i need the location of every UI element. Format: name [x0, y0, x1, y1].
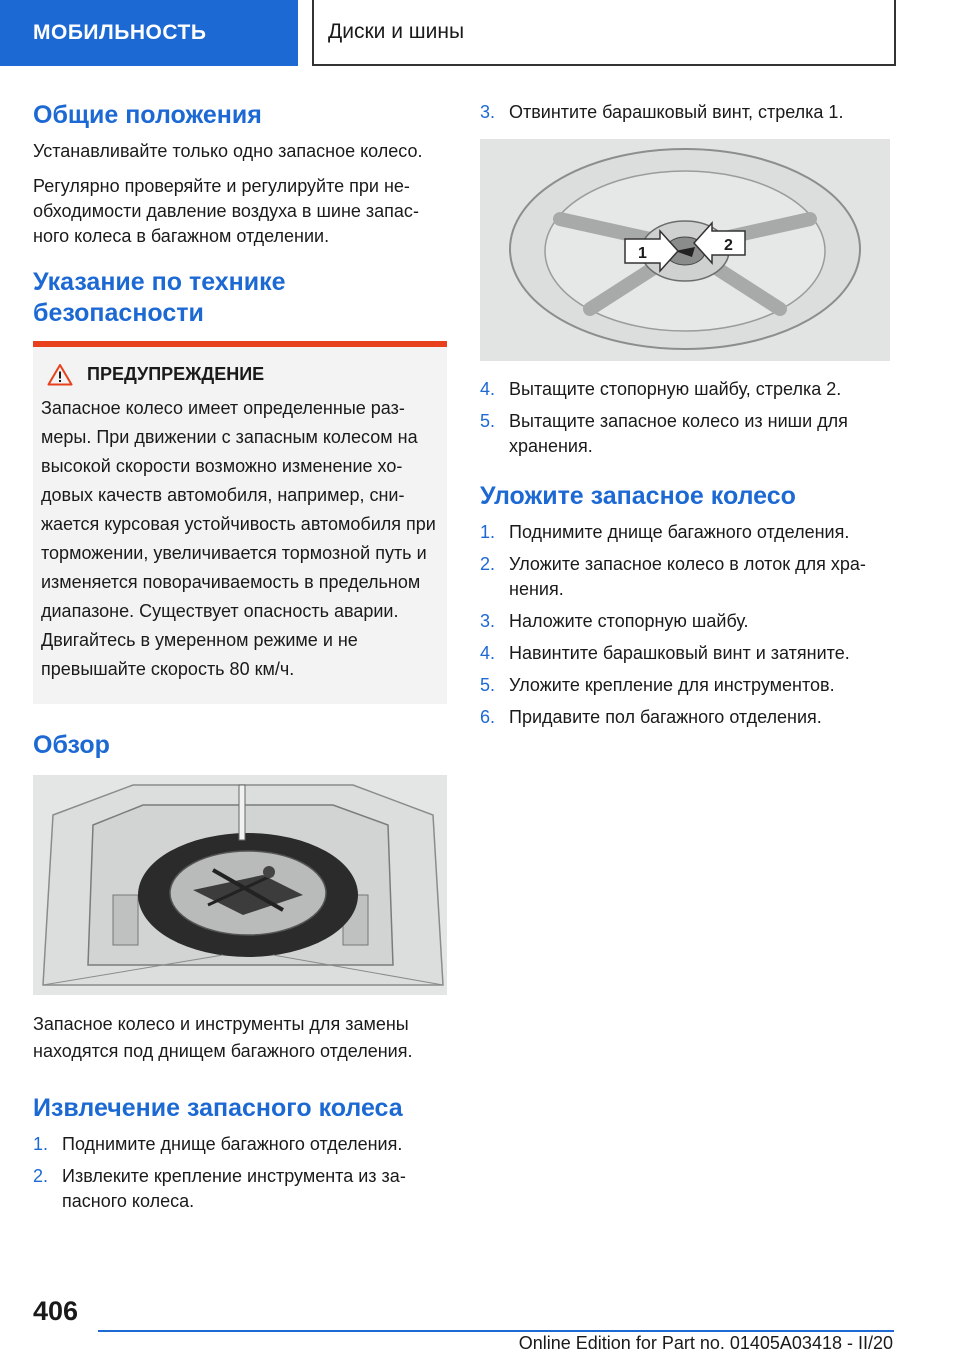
general-paragraph-2: Регулярно проверяйте и регулируйте при необходимости давление воздуха в шине запасного колеса в багажном отделении.: [33, 176, 419, 246]
list-item: [480, 409, 890, 459]
overview-caption: Запасное колесо и инструменты для замены находятся под днищем багажного отделения.: [33, 1014, 413, 1061]
list-item: [33, 1132, 447, 1157]
list-item: [480, 705, 890, 730]
removal-heading: Извлечение запасного колеса: [33, 1094, 403, 1122]
step-number: 3.: [480, 611, 496, 631]
general-heading: Общие положения: [33, 101, 262, 129]
step-text: Отвинтите барашковый винт, стрелка 1.: [509, 102, 844, 122]
overview-heading: Обзор: [33, 731, 110, 759]
step-number: 3.: [480, 102, 496, 122]
step-text: Наложите стопорную шайбу.: [509, 611, 749, 631]
left-column: [33, 100, 447, 1221]
chapter-tab[interactable]: [312, 0, 896, 66]
step-number: 1.: [480, 522, 496, 542]
list-item: [480, 552, 890, 602]
stowing-heading: Уложите запасное колесо: [480, 482, 796, 510]
stowing-steps: [480, 520, 890, 730]
arrow-label-2: 2: [724, 237, 733, 254]
safety-heading: Указание по технике безопасности: [33, 268, 286, 327]
right-column: [480, 100, 890, 737]
step-number: 5.: [480, 675, 496, 695]
removal-steps-left: [33, 1132, 447, 1214]
footer-divider: [98, 1330, 894, 1332]
step-text: Придавите пол багажного отделения.: [509, 707, 822, 727]
section-title: МОБИЛЬНОСТЬ: [33, 21, 207, 44]
warning-title: [41, 363, 437, 386]
section-tab[interactable]: [0, 0, 298, 66]
step-text: Вытащите стопорную шайбу, стрелка 2.: [509, 379, 842, 399]
step-number: 2.: [480, 554, 496, 574]
step-text: Поднимите днище багажного отделения.: [509, 522, 850, 542]
step-text: Поднимите днище багажного отделения.: [62, 1134, 403, 1154]
list-item: [480, 673, 890, 698]
edition-text: Online Edition for Part no. 01405A03418 - II/20: [518, 1333, 893, 1353]
step-text: Навинтите барашковый винт и затяните.: [509, 643, 850, 663]
step-number: 5.: [480, 411, 496, 431]
chapter-title: Диски и шины: [328, 20, 465, 43]
general-paragraph-1: Устанавливайте только одно запасное колесо.: [33, 141, 423, 161]
step-number: 4.: [480, 643, 496, 663]
list-item: [480, 377, 890, 402]
step-text: Уложите запасное колесо в лоток для хранения.: [509, 554, 866, 599]
warning-text: Запасное колесо имеет определенные размеры. При движении с запасным колесом на высокой скорости возможно изменение ходовых качеств автомобиля, например, снижается курсовая устойчивость автомобиля при торможении, увеличивается тормозной путь и изменяется поворачиваемость в предельном диапазоне. Существует опасность аварии. Двигайтесь в умеренном режиме и не превышайте скорость 80 км/ч.: [41, 398, 436, 679]
step-number: 1.: [33, 1134, 49, 1154]
warning-box: [33, 347, 447, 704]
warning-triangle-icon: [47, 363, 73, 386]
step-text: Извлеките крепление инструмента из запасного колеса.: [62, 1166, 406, 1211]
list-item: [480, 100, 890, 125]
list-item: [480, 520, 890, 545]
wingnut-arrows-illustration: [480, 139, 890, 361]
step-number: 2.: [33, 1166, 49, 1186]
arrow-label-1: 1: [638, 245, 647, 262]
warning-label: ПРЕДУПРЕЖДЕНИЕ: [87, 364, 265, 384]
step-number: 6.: [480, 707, 496, 727]
list-item: [480, 641, 890, 666]
step-text: Уложите крепление для инструментов.: [509, 675, 835, 695]
trunk-spare-wheel-illustration: [33, 775, 447, 995]
step-text: Вытащите запасное колесо из ниши для хранения.: [509, 411, 848, 456]
removal-steps-right: [480, 100, 890, 125]
list-item: [33, 1164, 447, 1214]
list-item: [480, 609, 890, 634]
page-number: 406: [33, 1296, 79, 1326]
removal-steps-continued: [480, 377, 890, 459]
step-number: 4.: [480, 379, 496, 399]
